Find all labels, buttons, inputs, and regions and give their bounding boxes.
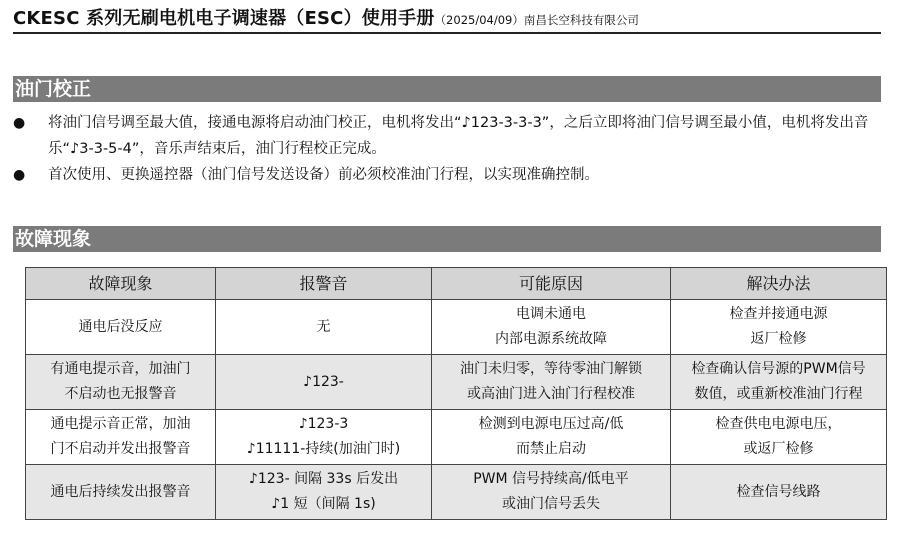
table-cell <box>26 465 216 520</box>
table-cell <box>216 465 432 520</box>
table-cell <box>671 355 887 410</box>
list-item <box>13 162 883 188</box>
cell-line: 检查供电电源电压， <box>715 416 842 432</box>
cell-line: 检查信号线路 <box>736 483 821 500</box>
table-cell <box>432 300 671 355</box>
cell-line: 通电后持续发出报警音 <box>50 483 191 500</box>
bullet-text: 首次使用、更换遥控器（油门信号发送设备）前必须校准油门行程，以实现准确控制。 <box>48 167 599 183</box>
cell-line: ♪123- <box>303 373 344 390</box>
bullet-icon: ● <box>13 115 26 131</box>
throttle-bullet-list <box>13 110 883 188</box>
cell-line: 而禁止启动 <box>516 441 586 457</box>
table-row <box>26 355 887 410</box>
table-row <box>26 300 887 355</box>
cell-line: 通电后没反应 <box>78 318 163 335</box>
column-header-symptom: 故障现象 <box>26 268 216 300</box>
cell-line: 有通电提示音，加油门 <box>50 361 191 377</box>
cell-line: 或高油门进入油门行程校准 <box>467 386 635 402</box>
cell-line: 返厂检修 <box>750 331 807 347</box>
cell-line: 电调未通电 <box>516 306 586 322</box>
column-header-solution: 解决办法 <box>671 268 887 300</box>
table-cell <box>26 410 216 465</box>
cell-line: ♪123- 间隔 33s 后发出 <box>248 471 399 487</box>
table-cell <box>216 355 432 410</box>
fault-table <box>25 267 887 520</box>
document-title: CKESC 系列无刷电机电子调速器（ESC）使用手册 <box>13 8 435 29</box>
document-date: （2025/04/09） <box>434 13 524 27</box>
page-header <box>13 6 881 34</box>
table-cell <box>671 465 887 520</box>
cell-line: 检查确认信号源的PWM信号 <box>691 361 866 377</box>
cell-line: 数值，或重新校准油门行程 <box>694 386 863 402</box>
column-header-cause: 可能原因 <box>432 268 671 300</box>
list-item <box>13 110 883 162</box>
cell-line: 检查并接通电源 <box>729 306 828 322</box>
cell-line: 门不启动并发出报警音 <box>50 441 191 457</box>
cell-line: ♪1 短（间隔 1s) <box>271 496 376 512</box>
table-row <box>26 465 887 520</box>
section-heading-throttle: 油门校正 <box>13 76 881 102</box>
cell-line: 无 <box>316 318 331 335</box>
table-cell <box>26 355 216 410</box>
table-cell <box>216 410 432 465</box>
cell-line: 检测到电源电压过高/低 <box>478 416 624 432</box>
table-cell <box>671 410 887 465</box>
table-cell <box>432 465 671 520</box>
cell-line: 内部电源系统故障 <box>495 331 607 347</box>
table-cell <box>26 300 216 355</box>
column-header-alarm: 报警音 <box>216 268 432 300</box>
company-name: 南昌长空科技有限公司 <box>523 13 639 27</box>
table-row <box>26 410 887 465</box>
cell-line: 通电提示音正常，加油 <box>50 416 191 432</box>
cell-line: 或油门信号丢失 <box>502 496 600 512</box>
table-cell <box>432 355 671 410</box>
cell-line: 或返厂检修 <box>743 441 814 457</box>
bullet-icon: ● <box>13 167 26 183</box>
bullet-text: 将油门信号调至最大值，接通电源将启动油门校正，电机将发出“♪123-3-3-3”，之后立即将油门信号调至最小值，电机将发出音乐“♪3-3-5-4”，音乐声结束后，油门行程校正完成。 <box>48 115 869 157</box>
cell-line: PWM 信号持续高/低电平 <box>473 471 629 487</box>
table-cell <box>671 300 887 355</box>
table-cell <box>216 300 432 355</box>
table-cell <box>432 410 671 465</box>
table-header-row <box>26 268 887 300</box>
cell-line: 油门未归零，等待零油门解锁 <box>460 361 642 377</box>
section-heading-faults: 故障现象 <box>13 226 881 252</box>
cell-line: ♪11111-持续(加油门时) <box>246 441 401 457</box>
cell-line: 不启动也无报警音 <box>64 386 177 402</box>
cell-line: ♪123-3 <box>298 416 349 432</box>
